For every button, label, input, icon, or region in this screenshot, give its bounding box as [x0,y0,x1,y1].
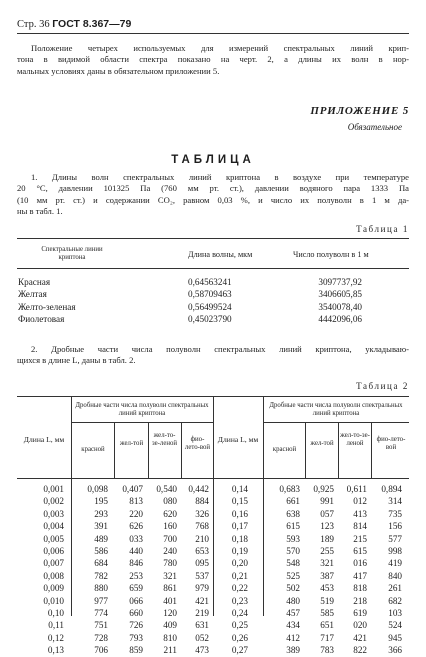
table2-cell: 945 [388,632,402,643]
table2-cell: 321 [320,558,334,569]
table2-cell: 012 [353,496,367,507]
table2-cell: 0,14 [231,484,248,494]
table2-cell: 810 [163,632,177,643]
table2-cell: 0,22 [231,583,248,594]
table2-cell: 0,003 [43,508,64,519]
table1-caption: Таблица 1 [356,224,409,234]
table2-cell: 0,611 [346,484,367,494]
table2-cell: 661 [286,496,300,507]
table2-vrule [305,422,306,478]
table2-cell: 387 [320,570,334,581]
table2-cell: 220 [129,508,143,519]
paragraph-2 [17,344,409,367]
table2-cell: 0,002 [43,496,64,507]
table2-cell: 255 [320,546,334,557]
table2-cell: 814 [353,521,367,532]
table2-cell: 057 [320,508,334,519]
table2-cell: 0,004 [43,521,64,532]
table2-cell: 473 [195,645,209,656]
table2-cell: 033 [129,533,143,544]
para1-line: ны в табл. 1. [17,205,63,216]
table1-cell: 3406605,85 [318,289,362,300]
table2-cell: 413 [353,508,367,519]
intro-paragraph [17,43,409,77]
table2-cell: 421 [195,595,209,606]
page-number: Стр. 36 [17,19,50,30]
table2-cell: 684 [94,558,108,569]
table2-cell: 619 [353,608,367,619]
table2-cell: 066 [129,595,143,606]
table2-cell: 489 [94,533,108,544]
table2-cell: 0,925 [313,484,334,494]
table1-col-lines [18,276,76,326]
table2-cell: 840 [388,570,402,581]
table2-cell: 537 [195,570,209,581]
table2-cell: 615 [353,546,367,557]
table2-cell: 979 [195,583,209,594]
table2-cell: 0,006 [43,546,64,557]
table2-cell: 389 [286,645,300,656]
table2-cell: 480 [286,595,300,606]
table2-cell: 0,005 [43,533,64,544]
table2-col-violet-left [181,483,209,657]
table2-cell: 0,13 [47,645,64,656]
table1-cell: Красная [18,277,51,287]
table2-cell: 0,098 [87,484,108,494]
table2-cell: 0,10 [47,608,64,619]
table2-cell: 417 [353,570,367,581]
table2-col-yellow-green-right [338,483,367,657]
table1-cell: Фиолетовая [18,314,65,325]
table2-cell: 401 [163,595,177,606]
table2-cell: 700 [163,533,177,544]
table2-cell: 706 [94,645,108,656]
table1-cell: 0,45023790 [188,314,232,325]
table2-cell: 195 [94,496,108,507]
table2-vrule [263,396,264,616]
table2-cell: 391 [94,521,108,532]
table2-header-group-right: Дробные части числа полуволн спектральных линий криптона [269,402,403,417]
table2-cell: 210 [195,533,209,544]
table2-cell: 682 [388,595,402,606]
table2-cell: 016 [353,558,367,569]
table2-cell: 859 [129,645,143,656]
table2-subheader-yellow: жел-той [310,440,334,447]
table2-vrule [338,422,339,478]
table2-cell: 728 [94,632,108,643]
intro-line: мальных условиях даны в обязательном приложении 5. [17,65,220,76]
table2-cell: 570 [286,546,300,557]
table2-cell: 774 [94,608,108,619]
table2-cell: 0,007 [43,558,64,569]
table2-col-violet-right [371,483,402,657]
table2-cell: 0,24 [231,608,248,619]
table1-col-wavelength [188,276,232,326]
table2-cell: 977 [94,595,108,606]
table2-cell: 502 [286,583,300,594]
table2-cell: 793 [129,632,143,643]
table2-cell: 626 [129,521,143,532]
table-heading: ТАБЛИЦА [171,154,255,166]
intro-line: тона в видимой области спектра показано на черт. 2, а длины их волн в нор- [17,54,409,65]
table2-cell: 326 [195,508,209,519]
table2-cell: 321 [163,570,177,581]
table2-cell: 846 [129,558,143,569]
table2-cell: 409 [163,620,177,631]
table2-cell: 615 [286,521,300,532]
table2-cell: 120 [163,608,177,619]
table2-subheader-violet: фио-лето-вой [376,436,406,451]
table2-cell: 020 [353,620,367,631]
table1-cell: 4442096,06 [318,314,362,325]
table2-cell: 783 [320,645,334,656]
table2-cell: 813 [129,496,143,507]
table2-cell: 457 [286,608,300,619]
table2-header-length-right: Длина L, мм [217,435,259,444]
table2-cell: 0,008 [43,570,64,581]
table2-cell: 080 [163,496,177,507]
table2-cell: 768 [195,521,209,532]
table2-cell: 998 [388,546,402,557]
table2-cell: 219 [195,608,209,619]
table2-col-yellow-right [305,483,334,657]
table2-cell: 593 [286,533,300,544]
table2-col-red-left [74,483,108,657]
table2-cell: 261 [388,583,402,594]
table2-subheader-red: красной [81,446,105,453]
table2-cell: 717 [320,632,334,643]
table2-cell: 660 [129,608,143,619]
table2-cell: 884 [195,496,209,507]
para2-line: щихся в длине L, даны в табл. 2. [17,355,136,366]
table2-cell: 095 [195,558,209,569]
intro-line: Положение четырех используемых для измерений спектральных линий крип- [31,43,409,53]
table2-subheader-violet: фио-лето-вой [184,436,211,451]
table2-cell: 735 [388,508,402,519]
table2-cell: 052 [195,632,209,643]
table2-cell: 525 [286,570,300,581]
table2-cell: 0,27 [231,645,248,656]
table2-cell: 822 [353,645,367,656]
table2-cell: 0,20 [231,558,248,569]
table2-cell: 751 [94,620,108,631]
table2-cell: 651 [320,620,334,631]
table2-cell: 519 [320,595,334,606]
table2-subheader-yellow: жел-той [119,440,144,447]
table2-cell: 726 [129,620,143,631]
table2-cell: 0,26 [231,632,248,643]
table2-cell: 586 [94,546,108,557]
table2-cell: 653 [195,546,209,557]
table2-cell: 434 [286,620,300,631]
table2-vrule [148,422,149,478]
table2-cell: 218 [353,595,367,606]
table2-subheader-yellow-green: жел-то-зе-леной [151,432,178,447]
table2-cell: 0,19 [231,546,248,557]
table2-col-yellow-green-left [148,483,177,657]
table2-cell: 548 [286,558,300,569]
table2-cell: 0,15 [231,496,248,507]
table2-cell: 421 [353,632,367,643]
table2-cell: 314 [388,496,402,507]
table2-cell: 0,11 [48,620,64,631]
table2-cell: 366 [388,645,402,656]
table1-cell: 0,56499524 [188,301,232,312]
table2-cell: 103 [388,608,402,619]
table2-cell: 0,21 [231,570,248,581]
table1-col-halfwaves [290,276,362,326]
table1-header-rule [17,268,409,269]
table2-col-length-right [216,483,248,657]
table2-cell: 620 [163,508,177,519]
para1-line: 1. Длины волн спектральных линий криптона в воздухе при температуре [31,172,409,182]
table2-cell: 0,894 [381,484,402,494]
table2-vrule [114,422,115,478]
standard-number: ГОСТ 8.367—79 [52,18,132,30]
table2-cell: 638 [286,508,300,519]
table2-cell: 440 [129,546,143,557]
table1-top-rule [17,238,409,239]
table2-cell: 0,540 [156,484,177,494]
table2-vrule [181,422,182,478]
table2-cell: 215 [353,533,367,544]
table2-cell: 240 [163,546,177,557]
table2-cell: 419 [388,558,402,569]
para2-line: 2. Дробные части числа полуволн спектральных линий криптона, укладываю- [31,344,409,354]
appendix-subtitle: Обязательное [347,122,402,132]
table2-caption: Таблица 2 [356,381,409,391]
table1-cell: 0,58709463 [188,289,232,300]
table2-right-group-rule [263,422,409,423]
table1-header-halfwaves: Число полуволн в 1 м [293,250,369,259]
paragraph-1 [17,172,409,217]
table2-cell: 585 [320,608,334,619]
para1-line: 20 °С, давлении 101325 Па (760 мм рт. ст.), давлении водяного пара 1333 Па [17,183,409,194]
table2-cell: 659 [129,583,143,594]
table2-col-length-left [18,483,64,657]
table2-cell: 631 [195,620,209,631]
table2-cell: 524 [388,620,402,631]
table2-cell: 861 [163,583,177,594]
table2-header-length-left: Длина L, мм [23,435,65,444]
table2-cell: 0,12 [47,632,64,643]
table2-cell: 211 [163,645,177,656]
table1-header-wavelength: Длина волны, мкм [188,250,253,259]
table2-cell: 818 [353,583,367,594]
table2-cell: 453 [320,583,334,594]
table2-col-yellow-left [114,483,143,657]
table1-cell: 0,64563241 [188,277,232,287]
table2-cell: 160 [163,521,177,532]
table2-cell: 189 [320,533,334,544]
table1-cell: 3540078,40 [318,301,362,312]
table2-cell: 577 [388,533,402,544]
table2-cell: 780 [163,558,177,569]
table2-vrule [371,422,372,478]
table2-header-group-left: Дробные части числа полуволн спектральных линий криптона [75,402,209,417]
table2-cell: 880 [94,583,108,594]
table2-cell: 0,683 [279,484,300,494]
table2-vrule [213,396,214,616]
table2-cell: 0,442 [188,484,209,494]
table2-cell: 782 [94,570,108,581]
table1-header-lines: Спектральные линии криптона [41,246,103,261]
table2-cell: 991 [320,496,334,507]
page-header [17,18,131,30]
table2-cell: 0,17 [231,521,248,532]
table2-vrule [71,396,72,616]
table2-cell: 0,001 [43,484,64,494]
table1-cell: Желтая [18,289,47,300]
appendix-title: ПРИЛОЖЕНИЕ 5 [310,105,409,117]
table2-cell: 156 [388,521,402,532]
table2-col-red-right [266,483,300,657]
table2-subheader-yellow-green: жел-то-зе-леной [340,432,370,447]
table2-cell: 0,18 [231,533,248,544]
table1-cell: Желто-зеленая [18,301,76,312]
table2-cell: 0,010 [43,595,64,606]
table2-cell: 412 [286,632,300,643]
table2-cell: 0,407 [122,484,143,494]
table2-cell: 0,009 [43,583,64,594]
table2-left-group-rule [71,422,213,423]
table2-cell: 123 [320,521,334,532]
table2-cell: 253 [129,570,143,581]
header-rule [17,33,409,34]
table1-cell: 3097737,92 [318,277,362,287]
table2-subheader-red: красной [272,446,297,453]
para1-line: (10 мм рт. ст.) и содержании CO₂, равном 0,03 %, и число их полуволн в 1 м да- [17,194,409,205]
table2-cell: 293 [94,508,108,519]
table2-cell: 0,23 [231,595,248,606]
table2-cell: 0,25 [231,620,248,631]
table2-cell: 0,16 [231,508,248,519]
